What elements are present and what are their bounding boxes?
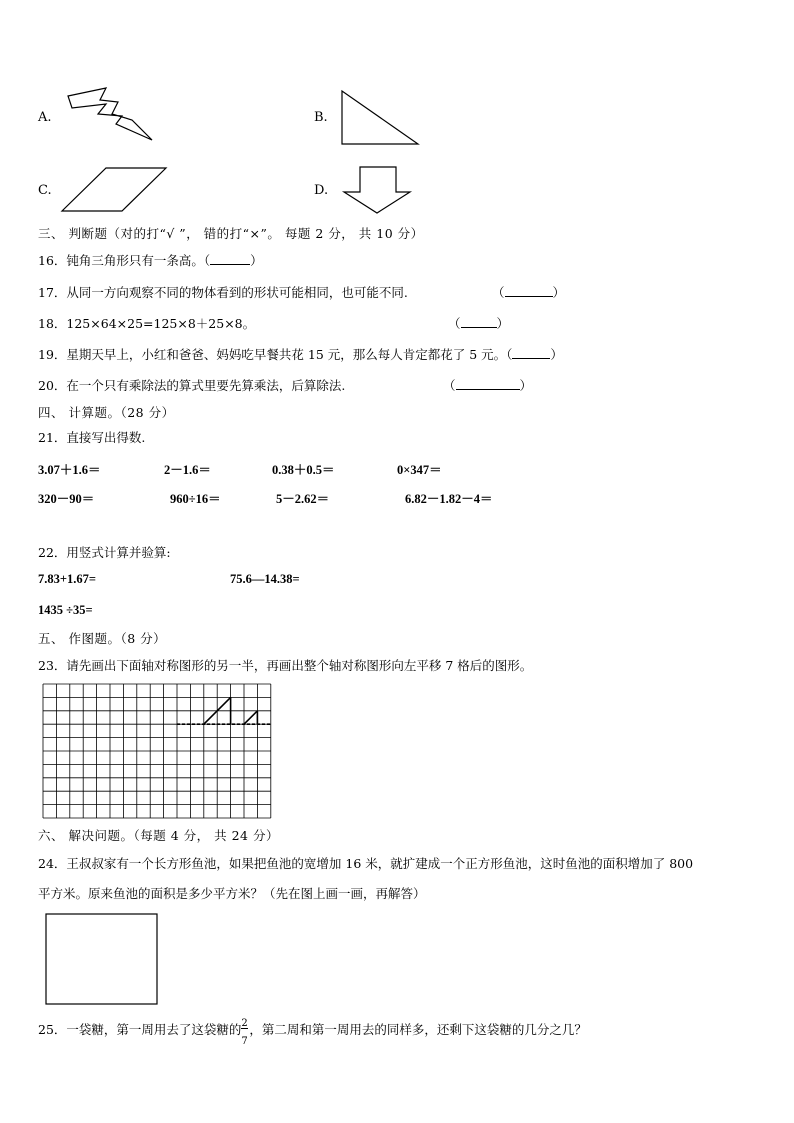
question-24-line2: 平方米。原来鱼池的面积是多少平方米？（先在图上画一画，再解答） bbox=[38, 886, 426, 901]
q19-close: ） bbox=[550, 347, 563, 362]
q16-text: 16．钝角三角形只有一条高。（ bbox=[38, 253, 211, 268]
option-b-label: B. bbox=[314, 110, 328, 125]
option-a-label: A. bbox=[38, 110, 52, 125]
q25-text-before: 25．一袋糖，第一周用去了这袋糖的 bbox=[38, 1022, 242, 1037]
option-d-label: D. bbox=[314, 183, 329, 198]
q21-expr: 0×347＝ bbox=[397, 463, 442, 477]
q25-text-after: ，第二周和第一周用去的同样多，还剩下这袋糖的几分之几？ bbox=[249, 1022, 587, 1037]
q22-expr: 1435 ÷35= bbox=[38, 603, 93, 617]
q21-expr: 2－1.6＝ bbox=[164, 463, 211, 477]
answer-blank[interactable] bbox=[210, 252, 250, 265]
question-25 bbox=[38, 1017, 587, 1047]
question-18 bbox=[38, 314, 255, 332]
q21-expr: 320－90＝ bbox=[38, 492, 95, 506]
q22-expr: 75.6—14.38= bbox=[230, 572, 300, 586]
q18-text: 18．125×64×25=125×8＋25×8。 bbox=[38, 316, 256, 331]
q21-expr: 3.07＋1.6＝ bbox=[38, 463, 101, 477]
fish-pond-rectangle bbox=[44, 912, 160, 1008]
drawing-grid bbox=[42, 683, 272, 821]
q21-expr: 0.38＋0.5＝ bbox=[272, 463, 335, 477]
down-arrow-shape bbox=[340, 164, 414, 216]
answer-blank[interactable] bbox=[505, 284, 553, 297]
question-22: 22．用竖式计算并验算: bbox=[38, 545, 171, 560]
q21-expr: 960÷16＝ bbox=[170, 492, 221, 506]
question-16 bbox=[38, 251, 263, 269]
q17-close: ） bbox=[552, 285, 566, 300]
fraction-denominator: 7 bbox=[241, 1035, 248, 1047]
q17-answer bbox=[492, 283, 565, 301]
half-figure-stroke bbox=[244, 711, 257, 724]
q17-text: 17．从同一方向观察不同的物体看到的形状可能相同，也可能不同. bbox=[38, 285, 408, 300]
question-19 bbox=[38, 345, 563, 363]
fraction bbox=[241, 1017, 249, 1047]
q21-expr: 6.82－1.82－4＝ bbox=[405, 492, 493, 506]
question-23: 23．请先画出下面轴对称图形的另一半，再画出整个轴对称图形向左平移 7 格后的图形。 bbox=[38, 658, 533, 673]
answer-blank[interactable] bbox=[456, 377, 520, 390]
option-c-label: C. bbox=[38, 183, 52, 198]
q18-open: （ bbox=[448, 316, 461, 331]
q21-expr: 5－2.62＝ bbox=[276, 492, 330, 506]
question-24-line1: 24．王叔叔家有一个长方形鱼池，如果把鱼池的宽增加 16 米，就扩建成一个正方形鱼池，这时鱼池的面积增加了 800 bbox=[38, 856, 694, 871]
fraction-numerator: 2 bbox=[241, 1017, 248, 1029]
q22-expr: 7.83+1.67= bbox=[38, 572, 96, 586]
q20-answer bbox=[443, 376, 532, 394]
section-3-title: 三、 判断题（对的打“√ ”， 错的打“×”。 每题 2 分， 共 10 分） bbox=[38, 226, 424, 241]
q16-close: ） bbox=[250, 253, 263, 268]
q18-close: ） bbox=[496, 316, 510, 331]
question-20 bbox=[38, 376, 345, 394]
question-21: 21．直接写出得数. bbox=[38, 430, 146, 445]
answer-blank[interactable] bbox=[461, 315, 497, 328]
section-6-title: 六、 解决问题。（每题 4 分， 共 24 分） bbox=[38, 828, 279, 843]
q20-close: ） bbox=[519, 378, 533, 393]
q20-open: （ bbox=[443, 378, 456, 393]
right-triangle-shape bbox=[338, 88, 422, 148]
q17-open: （ bbox=[492, 285, 505, 300]
q18-answer bbox=[448, 314, 509, 332]
q19-text: 19．星期天早上，小红和爸爸、妈妈吃早餐共花 15 元，那么每人肯定都花了 5 元。（ bbox=[38, 347, 513, 362]
question-17 bbox=[38, 283, 408, 301]
section-5-title: 五、 作图题。（8 分） bbox=[38, 631, 167, 646]
section-4-title: 四、 计算题。（28 分） bbox=[38, 405, 175, 420]
fraction-bar bbox=[241, 1028, 248, 1029]
answer-blank[interactable] bbox=[512, 346, 550, 359]
lightning-shape bbox=[62, 86, 156, 144]
q20-text: 20．在一个只有乘除法的算式里要先算乘法，后算除法. bbox=[38, 378, 346, 393]
parallelogram-shape bbox=[60, 165, 170, 215]
